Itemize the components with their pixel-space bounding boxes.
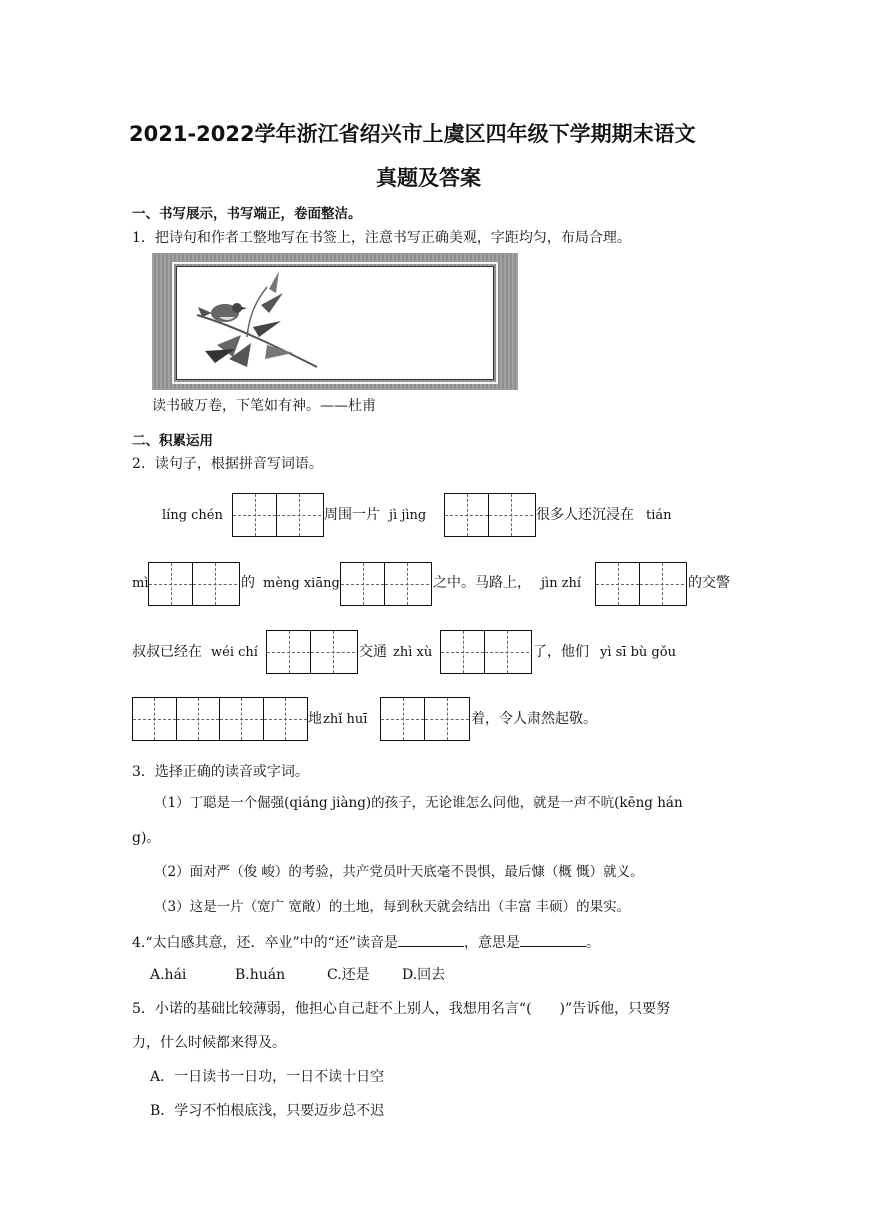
question-5-line2: 力，什么时候都来得及。 xyxy=(132,1035,286,1051)
question-5-option-b[interactable]: B．学习不怕根底浅，只要迈步总不迟 xyxy=(150,1103,385,1119)
answer-blank-meaning[interactable] xyxy=(520,934,586,947)
section-1-heading: 一、书写展示，书写端正，卷面整洁。 xyxy=(132,206,362,222)
pinyin-ji-jing: jì jìng xyxy=(389,508,427,523)
text-row2-b: 之中。马路上， xyxy=(433,575,531,591)
text-row4-a: 地 xyxy=(308,711,322,727)
question-5-option-a[interactable]: A．一日读书一日功，一日不读十日空 xyxy=(150,1069,385,1085)
text-row4-b: 着，令人肃然起敬。 xyxy=(471,711,597,727)
question-4-option-c[interactable]: C.还是 xyxy=(327,967,370,983)
question-4-text-c: 。 xyxy=(586,935,600,951)
text-row2-a: 的 xyxy=(241,575,255,591)
text-row3-b: 交通 xyxy=(359,644,387,660)
char-grid-1[interactable] xyxy=(232,493,324,537)
answer-blank-reading[interactable] xyxy=(398,934,464,947)
question-4-option-a[interactable]: A.hái xyxy=(150,967,187,983)
pinyin-mi: mì xyxy=(132,576,149,591)
question-4-option-d[interactable]: D.回去 xyxy=(402,967,446,983)
question-4 xyxy=(132,934,600,950)
text-row1-b: 很多人还沉浸在 xyxy=(536,507,634,523)
question-4-text-a: 4.“太白感其意，还．卒业”中的“还”读音是 xyxy=(132,935,398,951)
pinyin-meng-xiang: mèng xiāng xyxy=(263,576,340,591)
question-3-1-line2: g)。 xyxy=(132,830,161,846)
pinyin-jin-zhi: jìn zhí xyxy=(541,576,582,591)
text-row2-c: 的交警 xyxy=(688,575,730,591)
char-grid-2[interactable] xyxy=(444,493,536,537)
poem-quote: 读书破万卷，下笔如有神。——杜甫 xyxy=(152,398,376,414)
text-row3-a: 叔叔已经在 xyxy=(132,644,202,660)
question-3-2: （2）面对严（俊 峻）的考验，共产党员叶天底毫不畏惧，最后慷（概 慨）就义。 xyxy=(154,864,644,880)
text-row3-c: 了，他们 xyxy=(533,644,589,660)
question-1: 1．把诗句和作者工整地写在书签上，注意书写正确美观，字距均匀，布局合理。 xyxy=(132,230,631,246)
char-grid-6[interactable] xyxy=(266,630,358,674)
bookmark-paper xyxy=(176,266,494,380)
title-line-1: 2021-2022学年浙江省绍兴市上虞区四年级下学期期末语文 xyxy=(129,122,696,146)
pinyin-yi-si-bu-gou: yì sī bù gǒu xyxy=(600,645,676,660)
char-grid-3[interactable] xyxy=(148,562,240,606)
pinyin-wei-chi: wéi chí xyxy=(211,645,258,660)
section-2-heading: 二、积累运用 xyxy=(132,433,213,449)
pinyin-zhi-hui: zhǐ huī xyxy=(323,712,368,727)
char-grid-4[interactable] xyxy=(340,562,432,606)
char-grid-7[interactable] xyxy=(440,630,532,674)
text-row1-a: 周围一片 xyxy=(324,507,380,523)
title-line-2: 真题及答案 xyxy=(376,166,481,190)
question-3-3: （3）这是一片（宽广 宽敞）的土地，每到秋天就会结出（丰富 丰硕）的果实。 xyxy=(154,899,631,915)
pinyin-tian: tián xyxy=(646,508,672,523)
char-grid-9[interactable] xyxy=(380,697,470,741)
bird-bamboo-painting xyxy=(177,267,495,381)
pinyin-zhi-xu: zhì xù xyxy=(393,645,433,660)
char-grid-8[interactable] xyxy=(132,697,308,741)
pinyin-ling-chen: líng chén xyxy=(162,508,223,523)
question-4-text-b: ，意思是 xyxy=(464,935,520,951)
question-4-option-b[interactable]: B.huán xyxy=(235,967,286,983)
question-3-1-line1: （1）丁聪是一个倔强(qiáng jiàng)的孩子，无论谁怎么问他，就是一声不吭(kēng hán xyxy=(154,795,683,811)
char-grid-5[interactable] xyxy=(595,562,687,606)
question-2: 2．读句子，根据拼音写词语。 xyxy=(132,456,323,472)
question-5-line1: 5．小诺的基础比较薄弱，他担心自己赶不上别人，我想用名言“( )”告诉他，只要努 xyxy=(132,1001,671,1017)
question-3: 3．选择正确的读音或字词。 xyxy=(132,764,309,780)
